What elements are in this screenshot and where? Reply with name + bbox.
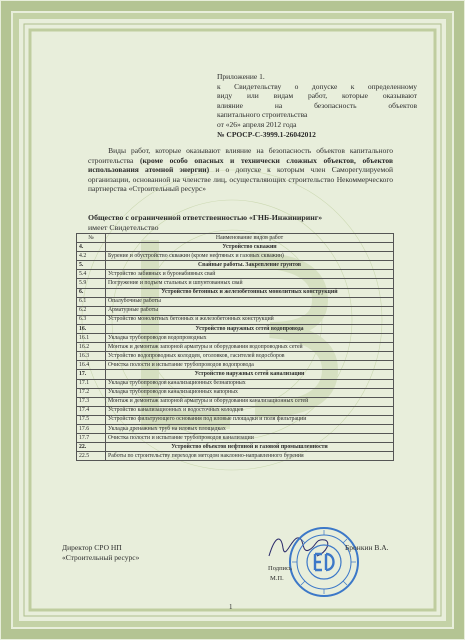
intro-bold: (кроме особо опасных и технически сложных объектов, объектов использования атомной энергии) bbox=[88, 155, 394, 175]
row-work-name: Арматурные работы bbox=[106, 306, 394, 315]
appendix-title: Приложение 1. bbox=[217, 72, 265, 81]
table-group-row bbox=[77, 261, 394, 270]
row-work-name: Укладка трубопроводов канализационных напорных bbox=[106, 388, 394, 397]
table-row bbox=[77, 306, 394, 315]
row-number: 22. bbox=[77, 443, 106, 452]
row-number: 4.2 bbox=[77, 252, 106, 261]
intro-paragraph bbox=[88, 146, 393, 194]
row-number: 17.1 bbox=[77, 379, 106, 388]
row-number: 16.3 bbox=[77, 352, 106, 361]
row-work-name: Свайные работы. Закрепление грунтов bbox=[106, 261, 394, 270]
table-group-row bbox=[77, 288, 394, 297]
director-line: «Строительный ресурс» bbox=[62, 552, 140, 562]
row-number: 6. bbox=[77, 288, 106, 297]
table-row bbox=[77, 252, 394, 261]
row-work-name: Укладка трубопроводов водопроводных bbox=[106, 334, 394, 343]
row-work-name: Устройство забивных и буронабивных свай bbox=[106, 270, 394, 279]
row-work-name: Опалубочные работы bbox=[106, 297, 394, 306]
appendix-line: влияние на безопасность объектов bbox=[217, 100, 417, 110]
row-work-name: Монтаж и демонтаж запорной арматуры и оборудования канализационных сетей bbox=[106, 397, 394, 406]
row-work-name: Устройство наружных сетей водопровода bbox=[106, 324, 394, 333]
table-row bbox=[77, 379, 394, 388]
table-row bbox=[77, 452, 394, 461]
company-name: Общество с ограниченной ответственностью «ГНБ-Инжиниринг» bbox=[88, 213, 323, 222]
row-number: 16.4 bbox=[77, 361, 106, 370]
row-number: 17. bbox=[77, 370, 106, 379]
table-row bbox=[77, 406, 394, 415]
row-number: 17.7 bbox=[77, 434, 106, 443]
row-number: 17.4 bbox=[77, 406, 106, 415]
company-block bbox=[88, 213, 393, 232]
appendix-date: от «26» апреля 2012 года bbox=[217, 119, 297, 129]
appendix-line: к Свидетельству о допуске к определенному bbox=[217, 81, 417, 91]
table-row bbox=[77, 388, 394, 397]
row-number: 5.9 bbox=[77, 279, 106, 288]
signature-label: Подпись bbox=[268, 565, 292, 572]
table-row bbox=[77, 315, 394, 324]
header-name: Наименование видов работ bbox=[106, 234, 394, 243]
row-number: 16.1 bbox=[77, 334, 106, 343]
director-title bbox=[62, 543, 139, 562]
row-work-name: Устройство канализационных и водосточных колодцев bbox=[106, 406, 394, 415]
table-row bbox=[77, 397, 394, 406]
row-number: 4. bbox=[77, 243, 106, 252]
row-number: 6.2 bbox=[77, 306, 106, 315]
table-row bbox=[77, 434, 394, 443]
row-number: 5. bbox=[77, 261, 106, 270]
row-work-name: Устройство скважин bbox=[106, 243, 394, 252]
row-number: 5.4 bbox=[77, 270, 106, 279]
row-number: 22.5 bbox=[77, 452, 106, 461]
row-number: 17.6 bbox=[77, 424, 106, 433]
row-work-name: Погружение и подъем стальных и шпунтованных свай bbox=[106, 279, 394, 288]
table-row bbox=[77, 361, 394, 370]
row-work-name: Устройство бетонных и железобетонных монолитных конструкций bbox=[106, 288, 394, 297]
row-work-name: Устройство водопроводных колодцев, оголовков, гасителей водосборов bbox=[106, 352, 394, 361]
table-row bbox=[77, 334, 394, 343]
header-num: № bbox=[77, 234, 106, 243]
appendix-line: виду или видам работ, которые оказывают bbox=[217, 91, 417, 101]
works-table-body bbox=[77, 243, 394, 461]
company-suffix: имеет Свидетельство bbox=[88, 222, 159, 232]
table-row bbox=[77, 270, 394, 279]
intro-text: Виды работ, которые оказывают влияние на безопасность объектов капитального строительства bbox=[88, 146, 394, 165]
table-header-row bbox=[77, 234, 394, 243]
table-group-row bbox=[77, 370, 394, 379]
row-work-name: Монтаж и демонтаж запорной арматуры и оборудования водопроводных сетей bbox=[106, 343, 394, 352]
appendix-header bbox=[217, 72, 417, 139]
row-number: 16. bbox=[77, 324, 106, 333]
organization-seal bbox=[288, 526, 360, 598]
row-work-name: Устройство фильтрующего основания под иловые площадки и поля фильтрации bbox=[106, 415, 394, 424]
works-table bbox=[76, 233, 394, 461]
row-work-name: Устройство монолитных бетонных и железобетонных конструкций bbox=[106, 315, 394, 324]
row-number: 6.3 bbox=[77, 315, 106, 324]
row-number: 17.5 bbox=[77, 415, 106, 424]
table-group-row bbox=[77, 324, 394, 333]
signer-name: Бронкин В.А. bbox=[345, 543, 389, 552]
row-work-name: Очистка полости и испытание трубопроводов канализации bbox=[106, 434, 394, 443]
certificate-number: № СРОСР-С-3999.1-26042012 bbox=[217, 129, 316, 139]
row-work-name: Устройство объектов нефтяной и газовой промышленности bbox=[106, 443, 394, 452]
row-work-name: Укладка дренажных труб на иловых площадках bbox=[106, 424, 394, 433]
intro-text: и о допуске к которым член Саморегулируемой организации, основанной на членстве лиц, осуществляющих строительство Некоммерческого партнерства «Строительный ресурс» bbox=[88, 165, 393, 194]
director-line: Директор СРО НП bbox=[62, 543, 122, 552]
appendix-line: капитального строительства bbox=[217, 110, 308, 120]
row-number: 6.1 bbox=[77, 297, 106, 306]
stamp-place-label: М.П. bbox=[270, 575, 284, 582]
row-work-name: Очистка полости и испытание трубопроводов водопровода bbox=[106, 361, 394, 370]
row-work-name: Устройство наружных сетей канализации bbox=[106, 370, 394, 379]
table-group-row bbox=[77, 443, 394, 452]
table-row bbox=[77, 279, 394, 288]
table-group-row bbox=[77, 243, 394, 252]
table-row bbox=[77, 415, 394, 424]
row-number: 17.3 bbox=[77, 397, 106, 406]
page-number: 1 bbox=[229, 603, 233, 611]
row-work-name: Работы по строительству переходов методом наклонно-направленного бурения bbox=[106, 452, 394, 461]
row-number: 17.2 bbox=[77, 388, 106, 397]
table-row bbox=[77, 352, 394, 361]
row-work-name: Укладка трубопроводов канализационных безнапорных bbox=[106, 379, 394, 388]
table-row bbox=[77, 424, 394, 433]
row-work-name: Бурение и обустройство скважин (кроме нефтяных и газовых скважин) bbox=[106, 252, 394, 261]
table-row bbox=[77, 297, 394, 306]
row-number: 16.2 bbox=[77, 343, 106, 352]
table-row bbox=[77, 343, 394, 352]
